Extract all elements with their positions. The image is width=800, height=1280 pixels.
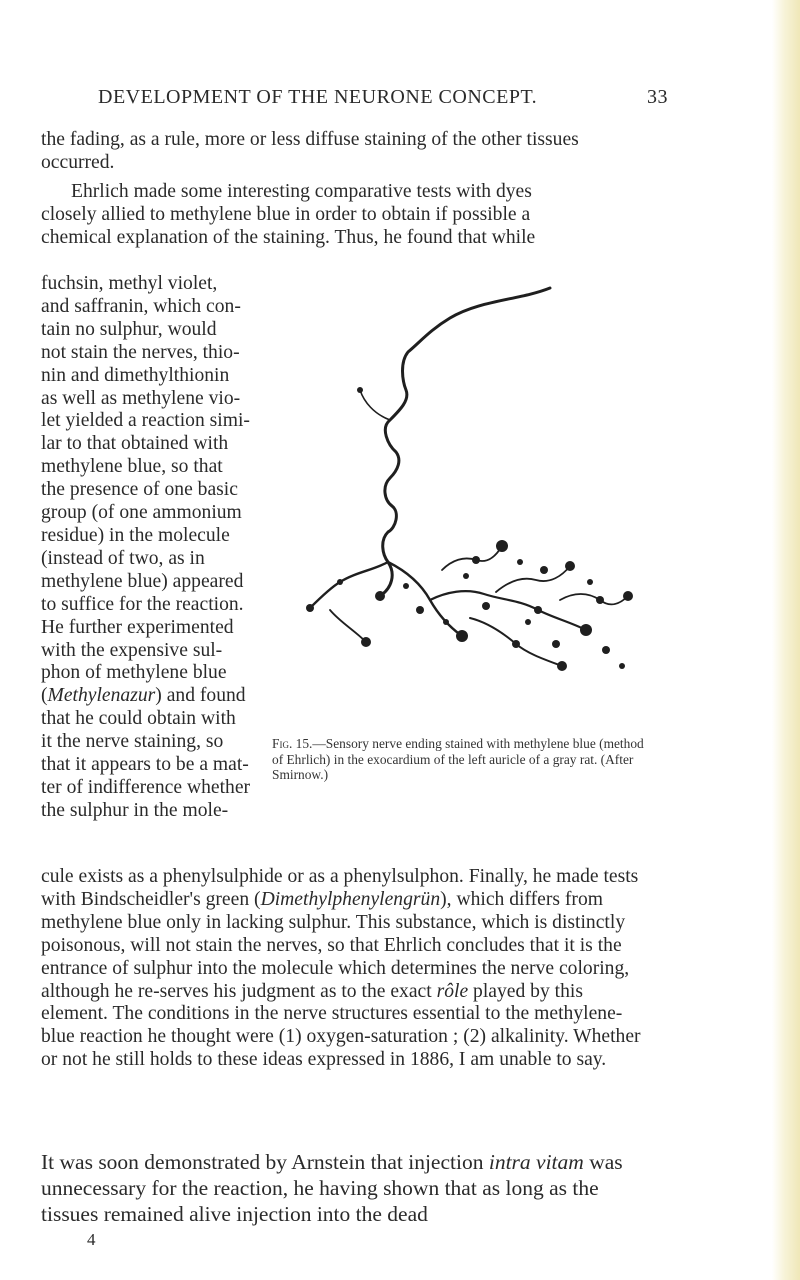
text-fragment: was unnecessary for the reaction, he having shown that as long as the tissues remained alive injection into the dead — [41, 1150, 623, 1226]
paragraph-fading: the fading, as a rule, more or less diffuse staining of the other tissues occurred. — [41, 129, 579, 173]
nerve-ending-illustration — [270, 270, 650, 690]
signature-mark: 4 — [87, 1230, 96, 1249]
italic-term-role: rôle — [436, 980, 469, 1002]
text-line: that he could obtain with — [41, 708, 236, 730]
italic-term-intra-vitam: intra vitam — [488, 1150, 584, 1174]
paragraph-ehrlich-continued — [41, 866, 641, 1072]
italic-term-methylenazur: Methylenazur — [47, 685, 156, 707]
figure-caption — [272, 736, 644, 783]
text-line: to suffice for the reaction. — [41, 593, 244, 615]
text-line: He further experimented — [41, 616, 234, 638]
open-paren: ( — [41, 685, 48, 707]
italic-term-green: Dimethylphenylengrün — [260, 888, 441, 910]
text-line: let yielded a reaction simi- — [41, 410, 250, 432]
text-line: lar to that obtained with — [41, 433, 229, 455]
figure-caption-text: —Sensory nerve ending stained with methylene blue (method of Ehrlich) in the exocardium of the left auricle of a gray rat. (After Smirnow.) — [272, 736, 644, 783]
running-header — [98, 86, 668, 109]
figure-caption-label: Fig. 15. — [272, 736, 313, 751]
text-line: fuchsin, methyl violet, — [41, 273, 218, 294]
text-line: nin and dimethylthionin — [41, 364, 230, 386]
text-fragment: ) and found — [155, 685, 246, 707]
text-line — [41, 685, 265, 708]
text-fragment: It was soon demonstrated by Arnstein that injection — [41, 1150, 489, 1174]
paragraph-arnstein — [41, 1149, 641, 1227]
text-line: (instead of two, as in — [41, 547, 205, 569]
text-line: with the expensive sul- — [41, 639, 223, 661]
text-line: closely allied to methylene blue in order to obtain if possible a — [41, 203, 531, 225]
text-line: the sulphur in the mole- — [41, 799, 229, 821]
text-fragment: cule exists as a phenylsulphide or as a phenylsulphon. Finally, he made tests with Bindscheidler's green ( — [41, 866, 639, 910]
running-title: DEVELOPMENT OF THE NEURONE CONCEPT. — [98, 86, 538, 108]
text-fragment: played by this element. The conditions in the nerve structures essential to the methylene-blue reaction he thought were (1) oxygen-saturation ; (2) alkalinity. Whether or not he still holds to these ideas expressed in 1886, I am unable to say. — [41, 980, 641, 1071]
paragraph-narrow-column — [41, 273, 265, 823]
page-number: 33 — [647, 86, 668, 108]
text-line: that it appears to be a mat- — [41, 754, 249, 776]
text-line: and saffranin, which con- — [41, 295, 241, 317]
figure-nerve-ending — [270, 270, 650, 690]
text-line: as well as methylene vio- — [41, 387, 241, 409]
paragraph-ehrlich-intro — [41, 181, 641, 250]
text-line: phon of methylene blue — [41, 662, 227, 684]
text-line: the presence of one basic — [41, 479, 238, 501]
text-line: chemical explanation of the staining. Thus, he found that while — [41, 226, 536, 248]
text-line: methylene blue, so that — [41, 456, 223, 478]
text-fragment: ), which differs from methylene blue only in lacking sulphur. This substance, which is distinctly poisonous, will not stain the nerves, so that Ehrlich concludes that it is the entrance of sulphur into the molecule which determines the nerve coloring, although he re-serves his judgment as to the exact — [41, 888, 630, 1002]
text-line: ter of indifference whether — [41, 776, 251, 798]
text-line: Ehrlich made some interesting comparative tests with dyes — [71, 181, 532, 202]
page-edge-tint — [772, 0, 800, 1280]
text-line: tain no sulphur, would — [41, 318, 217, 340]
text-line: not stain the nerves, thio- — [41, 341, 240, 363]
text-line: methylene blue) appeared — [41, 570, 244, 592]
text-line: group (of one ammonium — [41, 502, 242, 524]
text-line: it the nerve staining, so — [41, 731, 224, 753]
text-line: residue) in the molecule — [41, 524, 230, 546]
